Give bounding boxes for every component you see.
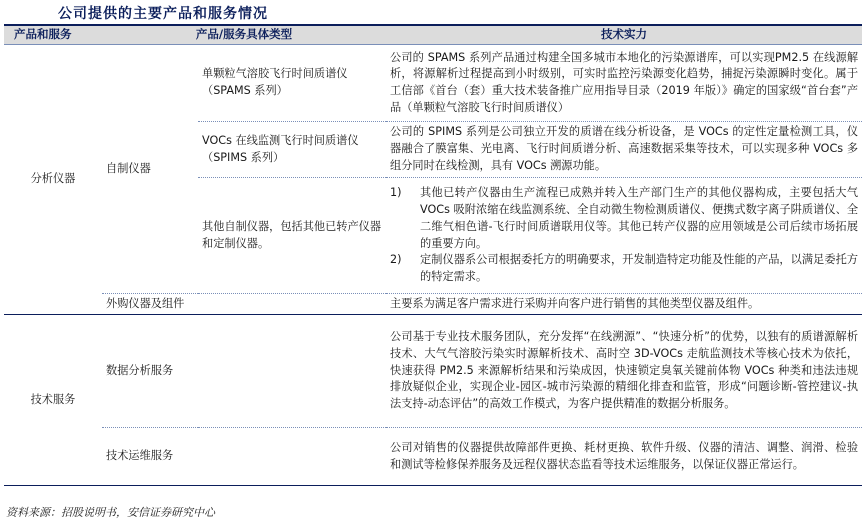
table-header-row — [4, 25, 862, 45]
table-row — [4, 428, 862, 486]
source-note: 资料来源：招股说明书，安信证券研究中心 — [6, 506, 215, 519]
desc-om: 公司对销售的仪器提供故障部件更换、耗材更换、软件升级、仪器的清洁、调整、润滑、检验和测试等检修保养服务及远程仪器状态监看等技术运维服务，以保证仪器正常运行。 — [386, 428, 862, 486]
subcategory-data-analysis: 数据分析服务 — [102, 315, 386, 428]
category-tech-service: 技术服务 — [4, 315, 102, 486]
desc-purchased: 主要系为满足客户需求进行采购并向客户进行销售的其他类型仪器及组件。 — [386, 294, 862, 315]
desc-other — [386, 178, 862, 294]
subcategory-om: 技术运维服务 — [102, 428, 386, 486]
list-item-text: 定制仪器系公司根据委托方的明确要求，开发制造特定功能及性能的产品，以满足委托方的特定需求。 — [420, 253, 859, 283]
type-spims: VOCs 在线监测飞行时间质谱仪（SPIMS 系列） — [198, 122, 386, 178]
category-analyzer: 分析仪器 — [4, 45, 102, 315]
table-row — [4, 45, 862, 122]
desc-spams: 公司的 SPAMS 系列产品通过构建全国多城市本地化的污染源谱库，可以实现PM2.5 在线源解析，将源解析过程提高到小时级别，可实时监控污染源变化趋势，捕捉污染源瞬时变化。属于工信部《首台（套）重大技术装备推广应用指导目录（2019 年版）》确定的国家级“首台套”产品（单颗粒气溶胶飞行时间质谱仪） — [386, 45, 862, 122]
list-item-number: 2) — [390, 253, 402, 267]
products-table — [4, 24, 862, 486]
list-item-number: 1) — [390, 186, 402, 200]
header-specific-type: 产品/服务具体类型 — [102, 25, 386, 45]
type-spams: 单颗粒气溶胶飞行时间质谱仪（SPAMS 系列） — [198, 45, 386, 122]
list-item — [390, 252, 858, 285]
list-item-text: 其他已转产仪器由生产流程已成熟并转入生产部门生产的其他仪器构成，主要包括大气 VOCs 吸附浓缩在线监测系统、全自动微生物检测质谱仪、便携式数字离子阱质谱仪、全二维气相色谱-飞行时间质谱联用仪等。其他已转产仪器的应用领域是公司后续市场拓展的重要方向。 — [420, 186, 859, 250]
header-product-service: 产品和服务 — [4, 25, 102, 45]
table-row — [4, 294, 862, 315]
table-row — [4, 315, 862, 428]
header-tech-strength: 技术实力 — [386, 25, 862, 45]
subcategory-self-made: 自制仪器 — [102, 45, 198, 294]
subcategory-purchased: 外购仪器及组件 — [102, 294, 386, 315]
desc-spims: 公司的 SPIMS 系列是公司独立开发的质谱在线分析设备，是 VOCs 的定性定量检测工具，仪器融合了膜富集、光电离、飞行时间质谱分析、高速数据采集等技术，可以实现多种 VOCs 多组分同时在线检测，具有 VOCs 溯源功能。 — [386, 122, 862, 178]
page-title: 公司提供的主要产品和服务情况 — [58, 6, 268, 22]
list-item — [390, 185, 858, 252]
desc-data-analysis: 公司基于专业技术服务团队，充分发挥“在线溯源”、“快速分析”的优势，以独有的质谱源解析技术、大气气溶胶污染实时源解析技术、高时空 3D-VOCs 走航监测技术等核心技术为依托，快速获得 PM2.5 来源解析结果和污染成因，快速锁定臭氧关键前体物 VOCs 种类和违法违规排放疑似企业，实现企业-园区-城市污染源的精细化排查和监管，形成“问题诊断-管控建议-执法支持-动态评估”的高效工作模式，为客户提供精准的数据分析服务。 — [386, 315, 862, 428]
type-other: 其他自制仪器，包括其他已转产仪器和定制仪器。 — [198, 178, 386, 294]
